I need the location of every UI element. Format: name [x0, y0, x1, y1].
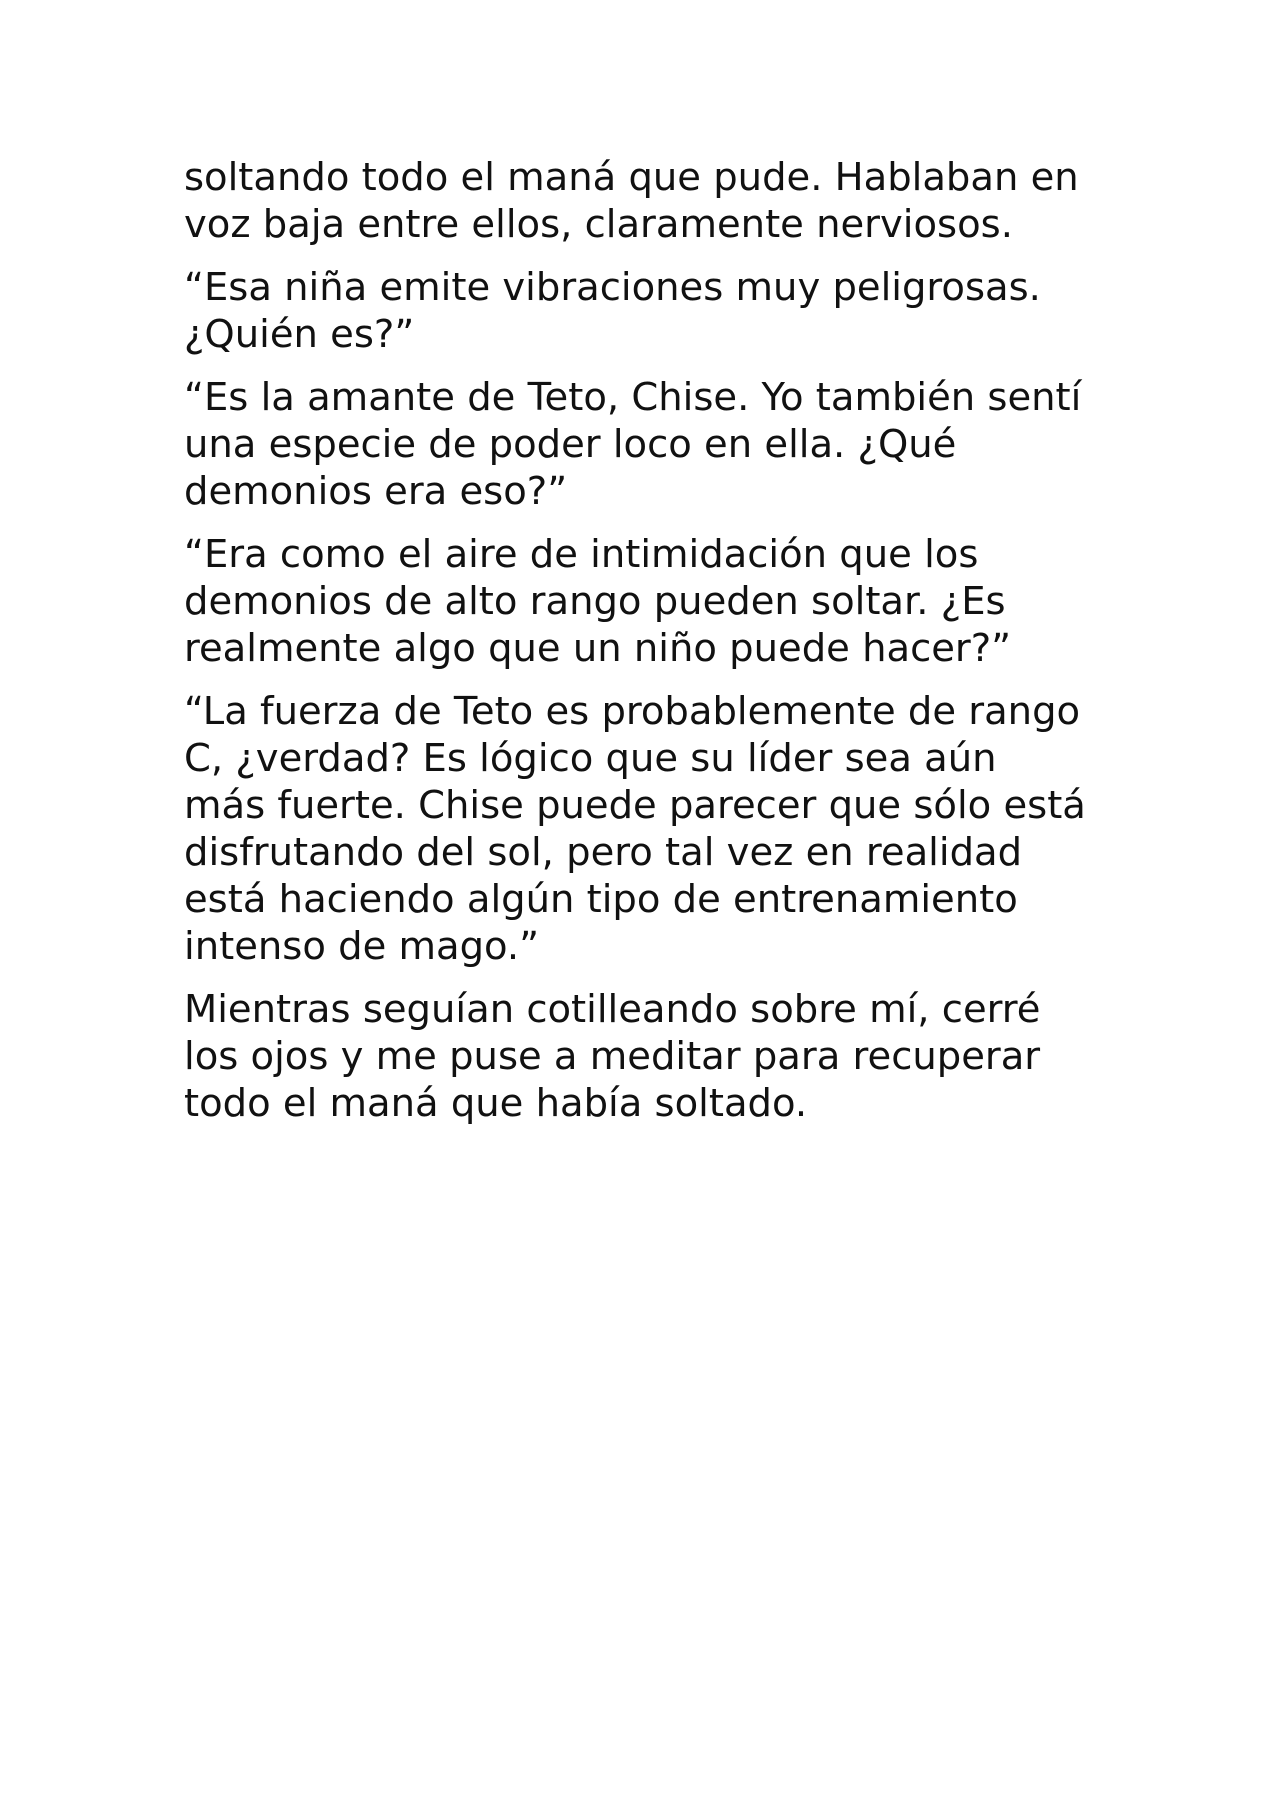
- paragraph-6: Mientras seguían cotilleando sobre mí, cerré los ojos y me puse a meditar para recuperar todo el maná que había soltado.: [184, 987, 1041, 1126]
- paragraph-1: soltando todo el maná que pude. Hablaban en voz baja entre ellos, claramente nerviosos.: [184, 155, 1079, 247]
- paragraph-2: “Esa niña emite vibraciones muy peligrosas. ¿Quién es?”: [184, 265, 1041, 357]
- paragraph-4: “Era como el aire de intimidación que los demonios de alto rango pueden soltar. ¿Es realmente algo que un niño puede hacer?”: [184, 532, 1012, 671]
- paragraph-5: “La fuerza de Teto es probablemente de rango C, ¿verdad? Es lógico que su líder sea aún más fuerte. Chise puede parecer que sólo está disfrutando del sol, pero tal vez en realidad está haciendo algún tipo de entrenamiento intenso de mago.”: [184, 689, 1086, 969]
- paragraph-3: “Es la amante de Teto, Chise. Yo también sentí una especie de poder loco en ella. ¿Qué demonios era eso?”: [184, 375, 1082, 514]
- text-body: [184, 154, 1114, 1143]
